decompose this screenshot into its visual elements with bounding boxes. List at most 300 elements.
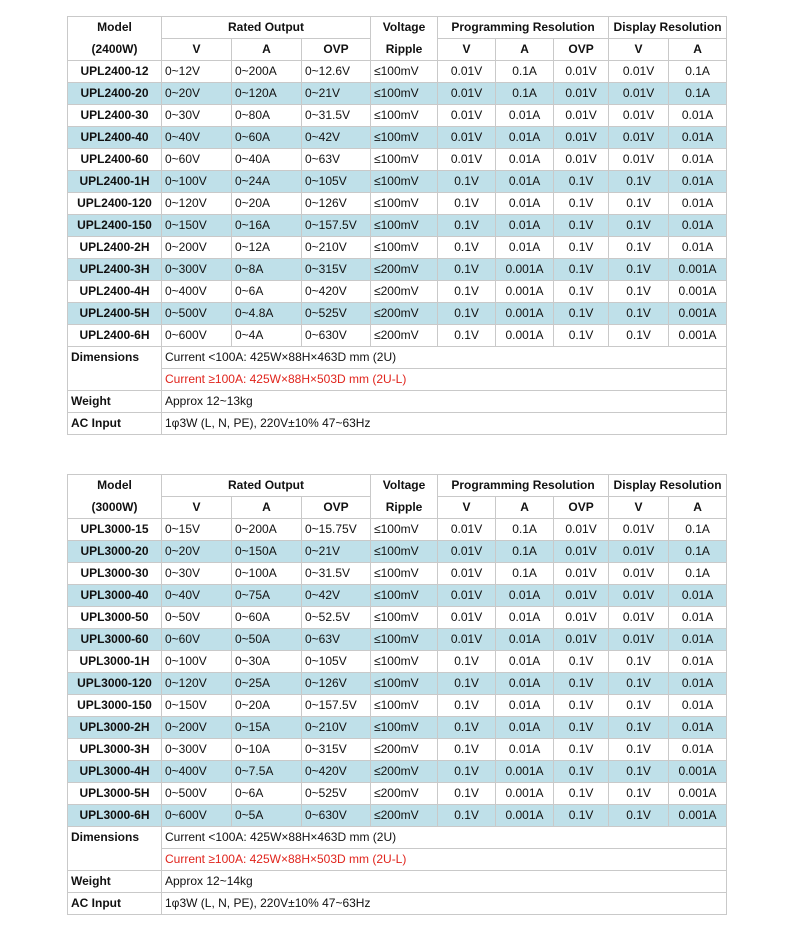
model-cell: UPL2400-120 — [68, 193, 162, 215]
prog-current-cell: 0.01A — [496, 237, 554, 259]
table-row — [68, 215, 727, 237]
model-cell: UPL2400-60 — [68, 149, 162, 171]
rated-current-cell: 0~7.5A — [232, 761, 302, 783]
prog-current-cell: 0.001A — [496, 281, 554, 303]
prog-voltage-cell: 0.1V — [438, 171, 496, 193]
prog-current-cell: 0.01A — [496, 171, 554, 193]
prog-ovp-cell: 0.1V — [554, 215, 609, 237]
prog-ovp-cell: 0.1V — [554, 805, 609, 827]
disp-voltage-cell: 0.1V — [609, 325, 669, 347]
prog-v-header: V — [438, 497, 496, 519]
prog-ovp-cell: 0.1V — [554, 717, 609, 739]
ripple-cell: ≤100mV — [371, 171, 438, 193]
table-row — [68, 237, 727, 259]
prog-voltage-cell: 0.1V — [438, 761, 496, 783]
disp-voltage-cell: 0.1V — [609, 259, 669, 281]
prog-ovp-cell: 0.1V — [554, 193, 609, 215]
prog-ovp-cell: 0.01V — [554, 149, 609, 171]
prog-ovp-cell: 0.1V — [554, 237, 609, 259]
table-row — [68, 193, 727, 215]
rated-voltage-cell: 0~60V — [162, 149, 232, 171]
ovp-cell: 0~210V — [302, 717, 371, 739]
ovp-cell: 0~42V — [302, 127, 371, 149]
rated-current-cell: 0~6A — [232, 783, 302, 805]
ovp-cell: 0~105V — [302, 651, 371, 673]
ripple-cell: ≤100mV — [371, 629, 438, 651]
disp-voltage-cell: 0.1V — [609, 215, 669, 237]
rated-current-cell: 0~100A — [232, 563, 302, 585]
rated-voltage-cell: 0~600V — [162, 805, 232, 827]
rated-voltage-cell: 0~120V — [162, 193, 232, 215]
prog-ovp-cell: 0.1V — [554, 695, 609, 717]
disp-voltage-cell: 0.01V — [609, 607, 669, 629]
rated-current-cell: 0~30A — [232, 651, 302, 673]
rated-a-header: A — [232, 39, 302, 61]
model-cell: UPL2400-12 — [68, 61, 162, 83]
disp-current-cell: 0.001A — [669, 761, 727, 783]
table-row — [68, 805, 727, 827]
voltage-header: Voltage — [371, 475, 438, 497]
disp-current-cell: 0.01A — [669, 193, 727, 215]
table-row — [68, 325, 727, 347]
disp-current-cell: 0.01A — [669, 105, 727, 127]
ovp-cell: 0~21V — [302, 83, 371, 105]
prog-ovp-cell: 0.01V — [554, 541, 609, 563]
spec-table-3000w — [67, 474, 727, 915]
disp-voltage-cell: 0.1V — [609, 805, 669, 827]
ripple-cell: ≤200mV — [371, 259, 438, 281]
prog-ovp-cell: 0.1V — [554, 281, 609, 303]
ripple-cell: ≤100mV — [371, 105, 438, 127]
rated-current-cell: 0~5A — [232, 805, 302, 827]
rated-current-cell: 0~4.8A — [232, 303, 302, 325]
prog-voltage-cell: 0.01V — [438, 149, 496, 171]
table-row — [68, 105, 727, 127]
table-row — [68, 563, 727, 585]
model-header: Model — [68, 475, 162, 497]
disp-current-cell: 0.1A — [669, 83, 727, 105]
voltage-header: Voltage — [371, 17, 438, 39]
rated-current-cell: 0~6A — [232, 281, 302, 303]
rated-current-cell: 0~200A — [232, 61, 302, 83]
ripple-cell: ≤100mV — [371, 61, 438, 83]
model-cell: UPL2400-4H — [68, 281, 162, 303]
prog-current-cell: 0.001A — [496, 783, 554, 805]
prog-voltage-cell: 0.1V — [438, 673, 496, 695]
ovp-cell: 0~15.75V — [302, 519, 371, 541]
model-cell: UPL2400-5H — [68, 303, 162, 325]
ovp-cell: 0~12.6V — [302, 61, 371, 83]
rated-voltage-cell: 0~400V — [162, 761, 232, 783]
ripple-cell: ≤100mV — [371, 127, 438, 149]
disp-current-cell: 0.01A — [669, 673, 727, 695]
ripple-cell: ≤100mV — [371, 695, 438, 717]
ripple-cell: ≤200mV — [371, 783, 438, 805]
prog-voltage-cell: 0.1V — [438, 259, 496, 281]
ripple-cell: ≤200mV — [371, 281, 438, 303]
header-row — [68, 17, 727, 39]
dimensions-row — [68, 347, 727, 369]
ripple-cell: ≤200mV — [371, 805, 438, 827]
prog-voltage-cell: 0.1V — [438, 325, 496, 347]
disp-voltage-cell: 0.01V — [609, 585, 669, 607]
disp-voltage-cell: 0.01V — [609, 83, 669, 105]
rated-ovp-header: OVP — [302, 39, 371, 61]
table-row — [68, 651, 727, 673]
rated-current-cell: 0~150A — [232, 541, 302, 563]
programming-resolution-header: Programming Resolution — [438, 475, 609, 497]
table-row — [68, 83, 727, 105]
model-cell: UPL3000-150 — [68, 695, 162, 717]
disp-v-header: V — [609, 497, 669, 519]
disp-voltage-cell: 0.1V — [609, 193, 669, 215]
rated-voltage-cell: 0~500V — [162, 783, 232, 805]
model-cell: UPL3000-30 — [68, 563, 162, 585]
spec-table-body — [68, 475, 727, 915]
disp-current-cell: 0.01A — [669, 629, 727, 651]
ovp-cell: 0~630V — [302, 805, 371, 827]
prog-current-cell: 0.01A — [496, 127, 554, 149]
disp-v-header: V — [609, 39, 669, 61]
rated-voltage-cell: 0~60V — [162, 629, 232, 651]
prog-voltage-cell: 0.01V — [438, 519, 496, 541]
ac-input-row — [68, 413, 727, 435]
table-row — [68, 149, 727, 171]
ripple-cell: ≤100mV — [371, 563, 438, 585]
prog-current-cell: 0.01A — [496, 651, 554, 673]
prog-ovp-cell: 0.1V — [554, 259, 609, 281]
disp-a-header: A — [669, 497, 727, 519]
weight-row — [68, 391, 727, 413]
ovp-cell: 0~630V — [302, 325, 371, 347]
model-cell: UPL3000-6H — [68, 805, 162, 827]
model-cell: UPL3000-5H — [68, 783, 162, 805]
rated-current-cell: 0~200A — [232, 519, 302, 541]
ovp-cell: 0~52.5V — [302, 607, 371, 629]
ovp-cell: 0~315V — [302, 739, 371, 761]
disp-current-cell: 0.001A — [669, 805, 727, 827]
prog-ovp-cell: 0.1V — [554, 303, 609, 325]
ripple-header: Ripple — [371, 497, 438, 519]
rated-current-cell: 0~80A — [232, 105, 302, 127]
disp-current-cell: 0.1A — [669, 61, 727, 83]
prog-ovp-cell: 0.1V — [554, 325, 609, 347]
ovp-cell: 0~105V — [302, 171, 371, 193]
table-row — [68, 585, 727, 607]
ovp-cell: 0~525V — [302, 783, 371, 805]
ripple-header: Ripple — [371, 39, 438, 61]
ripple-cell: ≤100mV — [371, 519, 438, 541]
prog-current-cell: 0.1A — [496, 519, 554, 541]
table-row — [68, 171, 727, 193]
disp-voltage-cell: 0.01V — [609, 127, 669, 149]
rated-voltage-cell: 0~40V — [162, 127, 232, 149]
rated-v-header: V — [162, 497, 232, 519]
prog-voltage-cell: 0.01V — [438, 83, 496, 105]
rated-ovp-header: OVP — [302, 497, 371, 519]
ovp-cell: 0~42V — [302, 585, 371, 607]
ovp-cell: 0~63V — [302, 149, 371, 171]
disp-current-cell: 0.01A — [669, 171, 727, 193]
rated-current-cell: 0~12A — [232, 237, 302, 259]
ovp-cell: 0~157.5V — [302, 695, 371, 717]
rated-voltage-cell: 0~500V — [162, 303, 232, 325]
prog-voltage-cell: 0.1V — [438, 193, 496, 215]
prog-current-cell: 0.01A — [496, 105, 554, 127]
prog-voltage-cell: 0.1V — [438, 783, 496, 805]
model-cell: UPL3000-4H — [68, 761, 162, 783]
table-row — [68, 607, 727, 629]
rated-output-header: Rated Output — [162, 475, 371, 497]
ripple-cell: ≤100mV — [371, 541, 438, 563]
rated-voltage-cell: 0~600V — [162, 325, 232, 347]
table-row — [68, 673, 727, 695]
rated-current-cell: 0~16A — [232, 215, 302, 237]
weight-label: Weight — [68, 391, 162, 413]
prog-ovp-cell: 0.1V — [554, 783, 609, 805]
disp-voltage-cell: 0.1V — [609, 695, 669, 717]
prog-current-cell: 0.001A — [496, 761, 554, 783]
rated-voltage-cell: 0~300V — [162, 739, 232, 761]
ovp-cell: 0~315V — [302, 259, 371, 281]
dimensions-row-2 — [68, 369, 727, 391]
spec-table-2400w — [67, 16, 727, 435]
rated-voltage-cell: 0~20V — [162, 541, 232, 563]
prog-voltage-cell: 0.1V — [438, 303, 496, 325]
prog-current-cell: 0.1A — [496, 83, 554, 105]
prog-voltage-cell: 0.01V — [438, 61, 496, 83]
table-row — [68, 259, 727, 281]
disp-current-cell: 0.01A — [669, 739, 727, 761]
table-row — [68, 541, 727, 563]
rated-current-cell: 0~50A — [232, 629, 302, 651]
table-row — [68, 739, 727, 761]
prog-current-cell: 0.01A — [496, 695, 554, 717]
prog-voltage-cell: 0.01V — [438, 127, 496, 149]
dimensions-value-large: Current ≥100A: 425W×88H×503D mm (2U-L) — [162, 849, 727, 871]
model-cell: UPL2400-20 — [68, 83, 162, 105]
rated-current-cell: 0~20A — [232, 695, 302, 717]
model-cell: UPL3000-2H — [68, 717, 162, 739]
model-cell: UPL3000-1H — [68, 651, 162, 673]
rated-voltage-cell: 0~30V — [162, 563, 232, 585]
rated-voltage-cell: 0~30V — [162, 105, 232, 127]
model-header: Model — [68, 17, 162, 39]
disp-voltage-cell: 0.1V — [609, 673, 669, 695]
ripple-cell: ≤100mV — [371, 237, 438, 259]
prog-ovp-cell: 0.01V — [554, 127, 609, 149]
table-row — [68, 695, 727, 717]
table-row — [68, 127, 727, 149]
table-row — [68, 303, 727, 325]
subheader-row — [68, 497, 727, 519]
model-cell: UPL3000-50 — [68, 607, 162, 629]
prog-current-cell: 0.01A — [496, 629, 554, 651]
model-cell: UPL3000-40 — [68, 585, 162, 607]
disp-voltage-cell: 0.1V — [609, 281, 669, 303]
disp-current-cell: 0.01A — [669, 149, 727, 171]
programming-resolution-header: Programming Resolution — [438, 17, 609, 39]
ripple-cell: ≤200mV — [371, 325, 438, 347]
rated-current-cell: 0~15A — [232, 717, 302, 739]
prog-current-cell: 0.001A — [496, 325, 554, 347]
ovp-cell: 0~126V — [302, 193, 371, 215]
dimensions-row-2 — [68, 849, 727, 871]
prog-voltage-cell: 0.01V — [438, 541, 496, 563]
model-wattage-header: (2400W) — [68, 39, 162, 61]
ripple-cell: ≤200mV — [371, 761, 438, 783]
prog-ovp-cell: 0.01V — [554, 105, 609, 127]
prog-voltage-cell: 0.01V — [438, 105, 496, 127]
disp-voltage-cell: 0.1V — [609, 651, 669, 673]
model-cell: UPL3000-20 — [68, 541, 162, 563]
table-row — [68, 761, 727, 783]
prog-voltage-cell: 0.1V — [438, 805, 496, 827]
prog-v-header: V — [438, 39, 496, 61]
rated-voltage-cell: 0~300V — [162, 259, 232, 281]
prog-current-cell: 0.01A — [496, 149, 554, 171]
display-resolution-header: Display Resolution — [609, 475, 727, 497]
weight-value: Approx 12~13kg — [162, 391, 727, 413]
ovp-cell: 0~420V — [302, 281, 371, 303]
rated-current-cell: 0~75A — [232, 585, 302, 607]
prog-voltage-cell: 0.1V — [438, 281, 496, 303]
rated-voltage-cell: 0~20V — [162, 83, 232, 105]
disp-current-cell: 0.1A — [669, 541, 727, 563]
disp-voltage-cell: 0.01V — [609, 519, 669, 541]
dimensions-value-large: Current ≥100A: 425W×88H×503D mm (2U-L) — [162, 369, 727, 391]
weight-value: Approx 12~14kg — [162, 871, 727, 893]
disp-voltage-cell: 0.01V — [609, 541, 669, 563]
rated-current-cell: 0~60A — [232, 607, 302, 629]
prog-current-cell: 0.1A — [496, 61, 554, 83]
prog-voltage-cell: 0.01V — [438, 629, 496, 651]
prog-current-cell: 0.001A — [496, 805, 554, 827]
prog-current-cell: 0.01A — [496, 585, 554, 607]
rated-current-cell: 0~20A — [232, 193, 302, 215]
prog-ovp-header: OVP — [554, 39, 609, 61]
rated-voltage-cell: 0~200V — [162, 717, 232, 739]
model-cell: UPL2400-2H — [68, 237, 162, 259]
disp-voltage-cell: 0.01V — [609, 149, 669, 171]
prog-voltage-cell: 0.1V — [438, 739, 496, 761]
ovp-cell: 0~420V — [302, 761, 371, 783]
disp-voltage-cell: 0.01V — [609, 105, 669, 127]
prog-ovp-cell: 0.1V — [554, 673, 609, 695]
prog-ovp-cell: 0.1V — [554, 739, 609, 761]
prog-current-cell: 0.1A — [496, 541, 554, 563]
prog-ovp-cell: 0.1V — [554, 171, 609, 193]
ripple-cell: ≤200mV — [371, 739, 438, 761]
prog-current-cell: 0.001A — [496, 303, 554, 325]
disp-voltage-cell: 0.01V — [609, 629, 669, 651]
disp-current-cell: 0.01A — [669, 651, 727, 673]
prog-voltage-cell: 0.1V — [438, 717, 496, 739]
prog-current-cell: 0.1A — [496, 563, 554, 585]
prog-voltage-cell: 0.01V — [438, 585, 496, 607]
table-row — [68, 717, 727, 739]
rated-current-cell: 0~4A — [232, 325, 302, 347]
ac-input-value: 1φ3W (L, N, PE), 220V±10% 47~63Hz — [162, 893, 727, 915]
model-cell: UPL2400-30 — [68, 105, 162, 127]
disp-voltage-cell: 0.1V — [609, 303, 669, 325]
subheader-row — [68, 39, 727, 61]
ovp-cell: 0~126V — [302, 673, 371, 695]
dimensions-label: Dimensions — [68, 827, 162, 871]
disp-current-cell: 0.001A — [669, 325, 727, 347]
model-cell: UPL2400-6H — [68, 325, 162, 347]
prog-ovp-cell: 0.01V — [554, 629, 609, 651]
prog-current-cell: 0.01A — [496, 193, 554, 215]
disp-voltage-cell: 0.1V — [609, 783, 669, 805]
disp-current-cell: 0.01A — [669, 717, 727, 739]
rated-voltage-cell: 0~150V — [162, 695, 232, 717]
ripple-cell: ≤100mV — [371, 607, 438, 629]
model-cell: UPL2400-40 — [68, 127, 162, 149]
disp-voltage-cell: 0.1V — [609, 761, 669, 783]
rated-output-header: Rated Output — [162, 17, 371, 39]
prog-current-cell: 0.001A — [496, 259, 554, 281]
disp-current-cell: 0.01A — [669, 237, 727, 259]
table-row — [68, 61, 727, 83]
ripple-cell: ≤100mV — [371, 149, 438, 171]
prog-voltage-cell: 0.1V — [438, 651, 496, 673]
rated-voltage-cell: 0~100V — [162, 171, 232, 193]
weight-row — [68, 871, 727, 893]
rated-current-cell: 0~24A — [232, 171, 302, 193]
disp-voltage-cell: 0.01V — [609, 563, 669, 585]
spec-table-body — [68, 17, 727, 435]
ovp-cell: 0~63V — [302, 629, 371, 651]
prog-ovp-cell: 0.01V — [554, 607, 609, 629]
ovp-cell: 0~157.5V — [302, 215, 371, 237]
disp-a-header: A — [669, 39, 727, 61]
prog-voltage-cell: 0.1V — [438, 237, 496, 259]
disp-current-cell: 0.001A — [669, 783, 727, 805]
display-resolution-header: Display Resolution — [609, 17, 727, 39]
model-cell: UPL3000-15 — [68, 519, 162, 541]
disp-current-cell: 0.01A — [669, 585, 727, 607]
prog-current-cell: 0.01A — [496, 215, 554, 237]
prog-voltage-cell: 0.01V — [438, 563, 496, 585]
model-cell: UPL2400-150 — [68, 215, 162, 237]
disp-current-cell: 0.001A — [669, 281, 727, 303]
rated-v-header: V — [162, 39, 232, 61]
table-row — [68, 629, 727, 651]
rated-current-cell: 0~40A — [232, 149, 302, 171]
rated-current-cell: 0~8A — [232, 259, 302, 281]
disp-voltage-cell: 0.1V — [609, 171, 669, 193]
rated-voltage-cell: 0~200V — [162, 237, 232, 259]
prog-current-cell: 0.01A — [496, 607, 554, 629]
disp-current-cell: 0.01A — [669, 607, 727, 629]
disp-current-cell: 0.01A — [669, 127, 727, 149]
ovp-cell: 0~525V — [302, 303, 371, 325]
dimensions-value: Current <100A: 425W×88H×463D mm (2U) — [162, 347, 727, 369]
prog-a-header: A — [496, 497, 554, 519]
rated-voltage-cell: 0~150V — [162, 215, 232, 237]
disp-current-cell: 0.01A — [669, 695, 727, 717]
model-cell: UPL3000-120 — [68, 673, 162, 695]
ovp-cell: 0~31.5V — [302, 105, 371, 127]
rated-voltage-cell: 0~40V — [162, 585, 232, 607]
disp-voltage-cell: 0.1V — [609, 739, 669, 761]
ac-input-row — [68, 893, 727, 915]
ac-input-label: AC Input — [68, 893, 162, 915]
ripple-cell: ≤100mV — [371, 83, 438, 105]
rated-current-cell: 0~60A — [232, 127, 302, 149]
disp-current-cell: 0.001A — [669, 259, 727, 281]
